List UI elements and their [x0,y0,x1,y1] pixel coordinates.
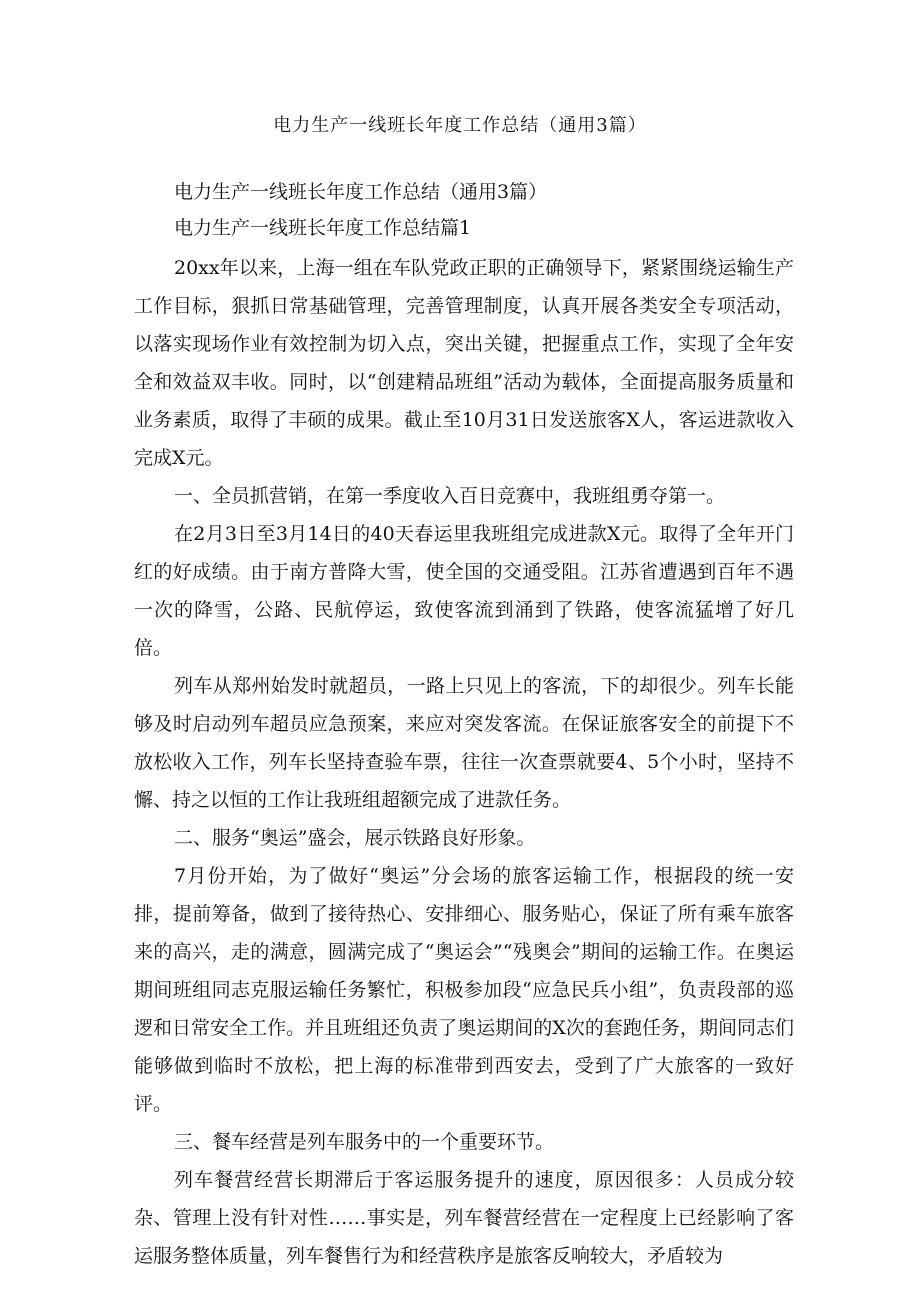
paragraph-spring-festival: 在2月3日至3月14日的40天春运里我班组完成进款X元。取得了全年开门红的好成绩。由于南方普降大雪，使全国的交通受阻。江苏省遭遇到百年不遇一次的降雪，公路、民航停运，致使客流到涌到了铁路，使客流猛增了好几倍。 [134,523,794,659]
paragraph-intro: 20xx年以来，上海一组在车队党政正职的正确领导下，紧紧围绕运输生产工作目标，狠抓日常基础管理，完善管理制度，认真开展各类安全专项活动，以落实现场作业有效控制为切入点，突出关键，把握重点工作，实现了全年安全和效益双丰收。同时，以“创建精品班组”活动为载体，全面提高服务质量和业务素质，取得了丰硕的成果。截止至10月31日发送旅客X人，客运进款收入完成X元。 [134,257,794,469]
paragraph-olympics: 7月份开始，为了做好“奥运”分会场的旅客运输工作，根据段的统一安排，提前筹备，做到了接待热心、安排细心、服务贴心，保证了所有乘车旅客来的高兴，走的满意，圆满完成了“奥运会”“残奥会”期间的运输工作。在奥运期间班组同志克服运输任务繁忙，积极参加段“应急民兵小组”，负责段部的巡逻和日常安全工作。并且班组还负责了奥运期间的X次的套跑任务，期间同志们能够做到临时不放松，把上海的标准带到西安去，受到了广大旅客的一致好评。 [134,865,794,1115]
heading-dining-car: 三、餐车经营是列车服务中的一个重要环节。 [174,1131,555,1153]
document-subtitle: 电力生产一线班长年度工作总结（通用3篇） [174,181,548,203]
heading-marketing: 一、全员抓营销，在第一季度收入百日竞赛中，我班组勇夺第一。 [174,485,726,507]
paragraph-dining-car: 列车餐营经营长期滞后于客运服务提升的速度，原因很多：人员成分较杂、管理上没有针对性……事实是，列车餐营经营在一定程度上已经影响了客运服务整体质量，列车餐售行为和经营秩序是旅客反响较大，矛盾较为 [134,1169,794,1267]
section-title: 电力生产一线班长年度工作总结篇1 [174,217,472,239]
heading-olympics: 二、服务“奥运”盛会，展示铁路良好形象。 [174,827,536,849]
document-body [134,177,794,1275]
document-title: 电力生产一线班长年度工作总结（通用3篇） [273,115,647,136]
paragraph-train-overload: 列车从郑州始发时就超员，一路上只见上的客流，下的却很少。列车长能够及时启动列车超员应急预案，来应对突发客流。在保证旅客安全的前提下不放松收入工作，列车长坚持查验车票，往往一次查票就要4、5个小时，坚持不懈、持之以恒的工作让我班组超额完成了进款任务。 [134,675,794,811]
